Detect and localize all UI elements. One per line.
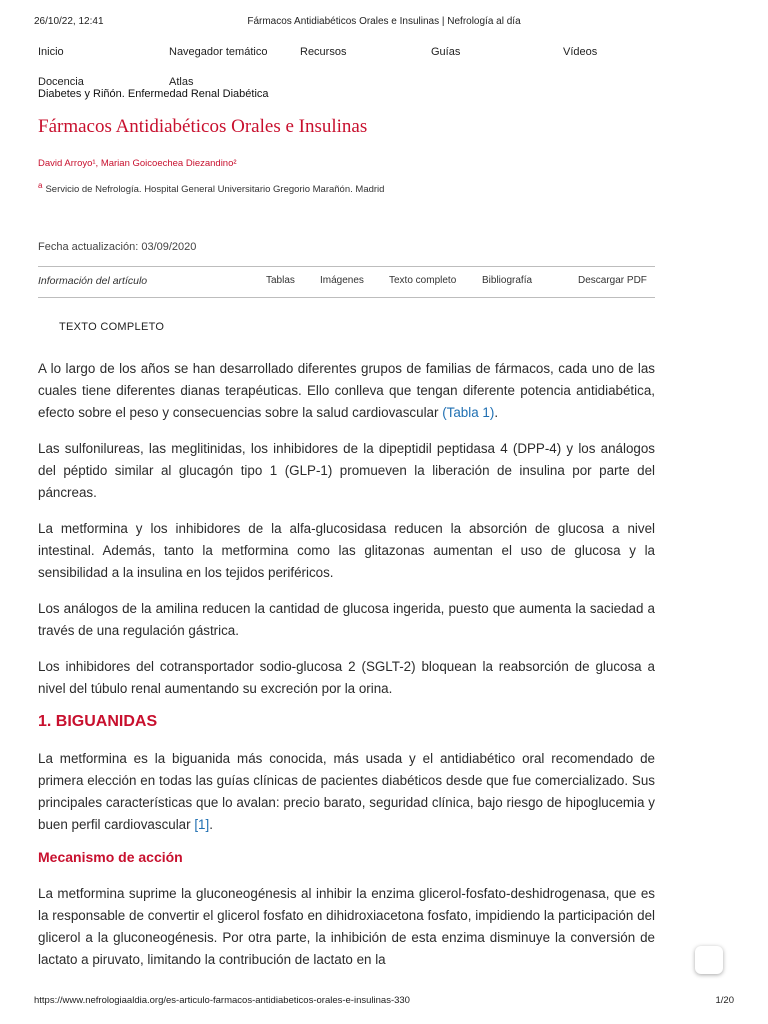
reference-1-link[interactable]: [1] xyxy=(194,817,210,832)
print-datetime: 26/10/22, 12:41 xyxy=(34,16,104,27)
paragraph-intro-text: A lo largo de los años se han desarrollado diferentes grupos de familias de fármacos, cada uno de las cuales tiene diferentes dianas terapéuticas. Ello conlleva que tengan diferente potencia antidiabética, efecto sobre el peso y consecuencias sobre la salud cardiovascular xyxy=(38,361,655,420)
paragraph-metformin-absorption: La metformina y los inhibidores de la alfa-glucosidasa reducen la absorción de glucosa a nivel intestinal. Además, tanto la metformina como las glitazonas aumentan el uso de glucosa y la sensibilidad a la insulina en los tejidos periféricos. xyxy=(38,521,655,580)
download-pdf-link[interactable]: Descargar PDF xyxy=(578,275,647,286)
affiliation-mark: a xyxy=(38,181,43,190)
print-page-title: Fármacos Antidiabéticos Orales e Insulinas | Nefrología al día xyxy=(247,16,521,27)
subsection-heading-mechanism: Mecanismo de acción xyxy=(38,849,183,865)
tab-article-info[interactable]: Información del artículo xyxy=(38,275,148,287)
tab-full-text[interactable]: Texto completo xyxy=(389,275,457,286)
paragraph-amylin: Los análogos de la amilina reducen la cantidad de glucosa ingerida, puesto que aumenta la saciedad a través de una regulación gástrica. xyxy=(38,601,655,638)
nav-item-recursos[interactable]: Recursos xyxy=(300,46,347,58)
breadcrumb[interactable]: Diabetes y Riñón. Enfermedad Renal Diabética xyxy=(38,88,269,100)
nav-item-guias[interactable]: Guías xyxy=(431,46,461,58)
affiliation-text: Servicio de Nefrología. Hospital General Universitario Gregorio Marañón. Madrid xyxy=(45,184,385,196)
tab-bibliography[interactable]: Bibliografía xyxy=(482,275,533,286)
nav-item-videos[interactable]: Vídeos xyxy=(563,46,598,58)
section-heading-biguanidas: 1. BIGUANIDAS xyxy=(38,713,158,730)
tab-images[interactable]: Imágenes xyxy=(320,275,364,286)
paragraph-metformin-text: La metformina es la biguanida más conocida, más usada y el antidiabético oral recomendado de primera elección en todas las guías clínicas de pacientes diabéticos desde que fue comercializado. Sus principales características que lo avalan: precio barato, seguridad clínica, bajo riesgo de hipoglucemia y buen perfil cardiovascular xyxy=(38,751,655,832)
paragraph-secretagogues: Las sulfonilureas, las meglitinidas, los inhibidores de la dipeptidil peptidasa 4 (DPP-4) y los análogos del péptido similar al glucagón tipo 1 (GLP-1) promueven la liberación de insulina por parte del páncreas. xyxy=(38,441,655,500)
tab-tables[interactable]: Tablas xyxy=(266,275,295,286)
nav-item-docencia[interactable]: Docencia xyxy=(38,76,84,88)
paragraph-metformin: La metformina es la biguanida más conocida, más usada y el antidiabético oral recomendado de primera elección en todas las guías clínicas de pacientes diabéticos desde que fue comercializado. Sus principales características que lo avalan: precio barato, seguridad clínica, bajo riesgo de hipoglucemia y buen perfil cardiovascular [1]. xyxy=(38,751,655,832)
page-url: https://www.nefrologiaaldia.org/es-articulo-farmacos-antidiabeticos-orales-e-insulinas-330 xyxy=(34,995,410,1006)
article-affiliation xyxy=(38,181,384,195)
page-number: 1/20 xyxy=(715,995,734,1006)
section-label-full-text: TEXTO COMPLETO xyxy=(59,321,165,333)
article-tab-bar xyxy=(38,266,655,298)
paragraph-sglt2: Los inhibidores del cotransportador sodio-glucosa 2 (SGLT-2) bloquean la reabsorción de glucosa a nivel del túbulo renal aumentando su excreción por la orina. xyxy=(38,659,655,696)
nav-item-atlas[interactable]: Atlas xyxy=(169,76,194,88)
article-authors: David Arroyo¹, Marian Goicoechea Diezandino² xyxy=(38,158,237,169)
floating-action-button[interactable] xyxy=(695,946,723,974)
table-1-link[interactable]: (Tabla 1) xyxy=(442,405,495,420)
nav-item-navegador-tematico[interactable]: Navegador temático xyxy=(169,46,268,58)
article-title: Fármacos Antidiabéticos Orales e Insulinas xyxy=(38,116,368,137)
update-date: Fecha actualización: 03/09/2020 xyxy=(38,241,197,253)
paragraph-mechanism: La metformina suprime la gluconeogénesis al inhibir la enzima glicerol-fosfato-deshidrogenasa, que es la responsable de convertir el glicerol fosfato en dihidroxiacetona fosfato, impidiendo la participación del glicerol a la gluconeogénesis. Por otra parte, la inhibición de esta enzima disminuye la conversión de lactato a piruvato, limitando la contribución de lactato en la xyxy=(38,886,655,967)
nav-item-inicio[interactable]: Inicio xyxy=(38,46,64,58)
paragraph-intro: A lo largo de los años se han desarrollado diferentes grupos de familias de fármacos, cada uno de las cuales tiene diferentes dianas terapéuticas. Ello conlleva que tengan diferente potencia antidiabética, efecto sobre el peso y consecuencias sobre la salud cardiovascular (Tabla 1). xyxy=(38,361,655,420)
